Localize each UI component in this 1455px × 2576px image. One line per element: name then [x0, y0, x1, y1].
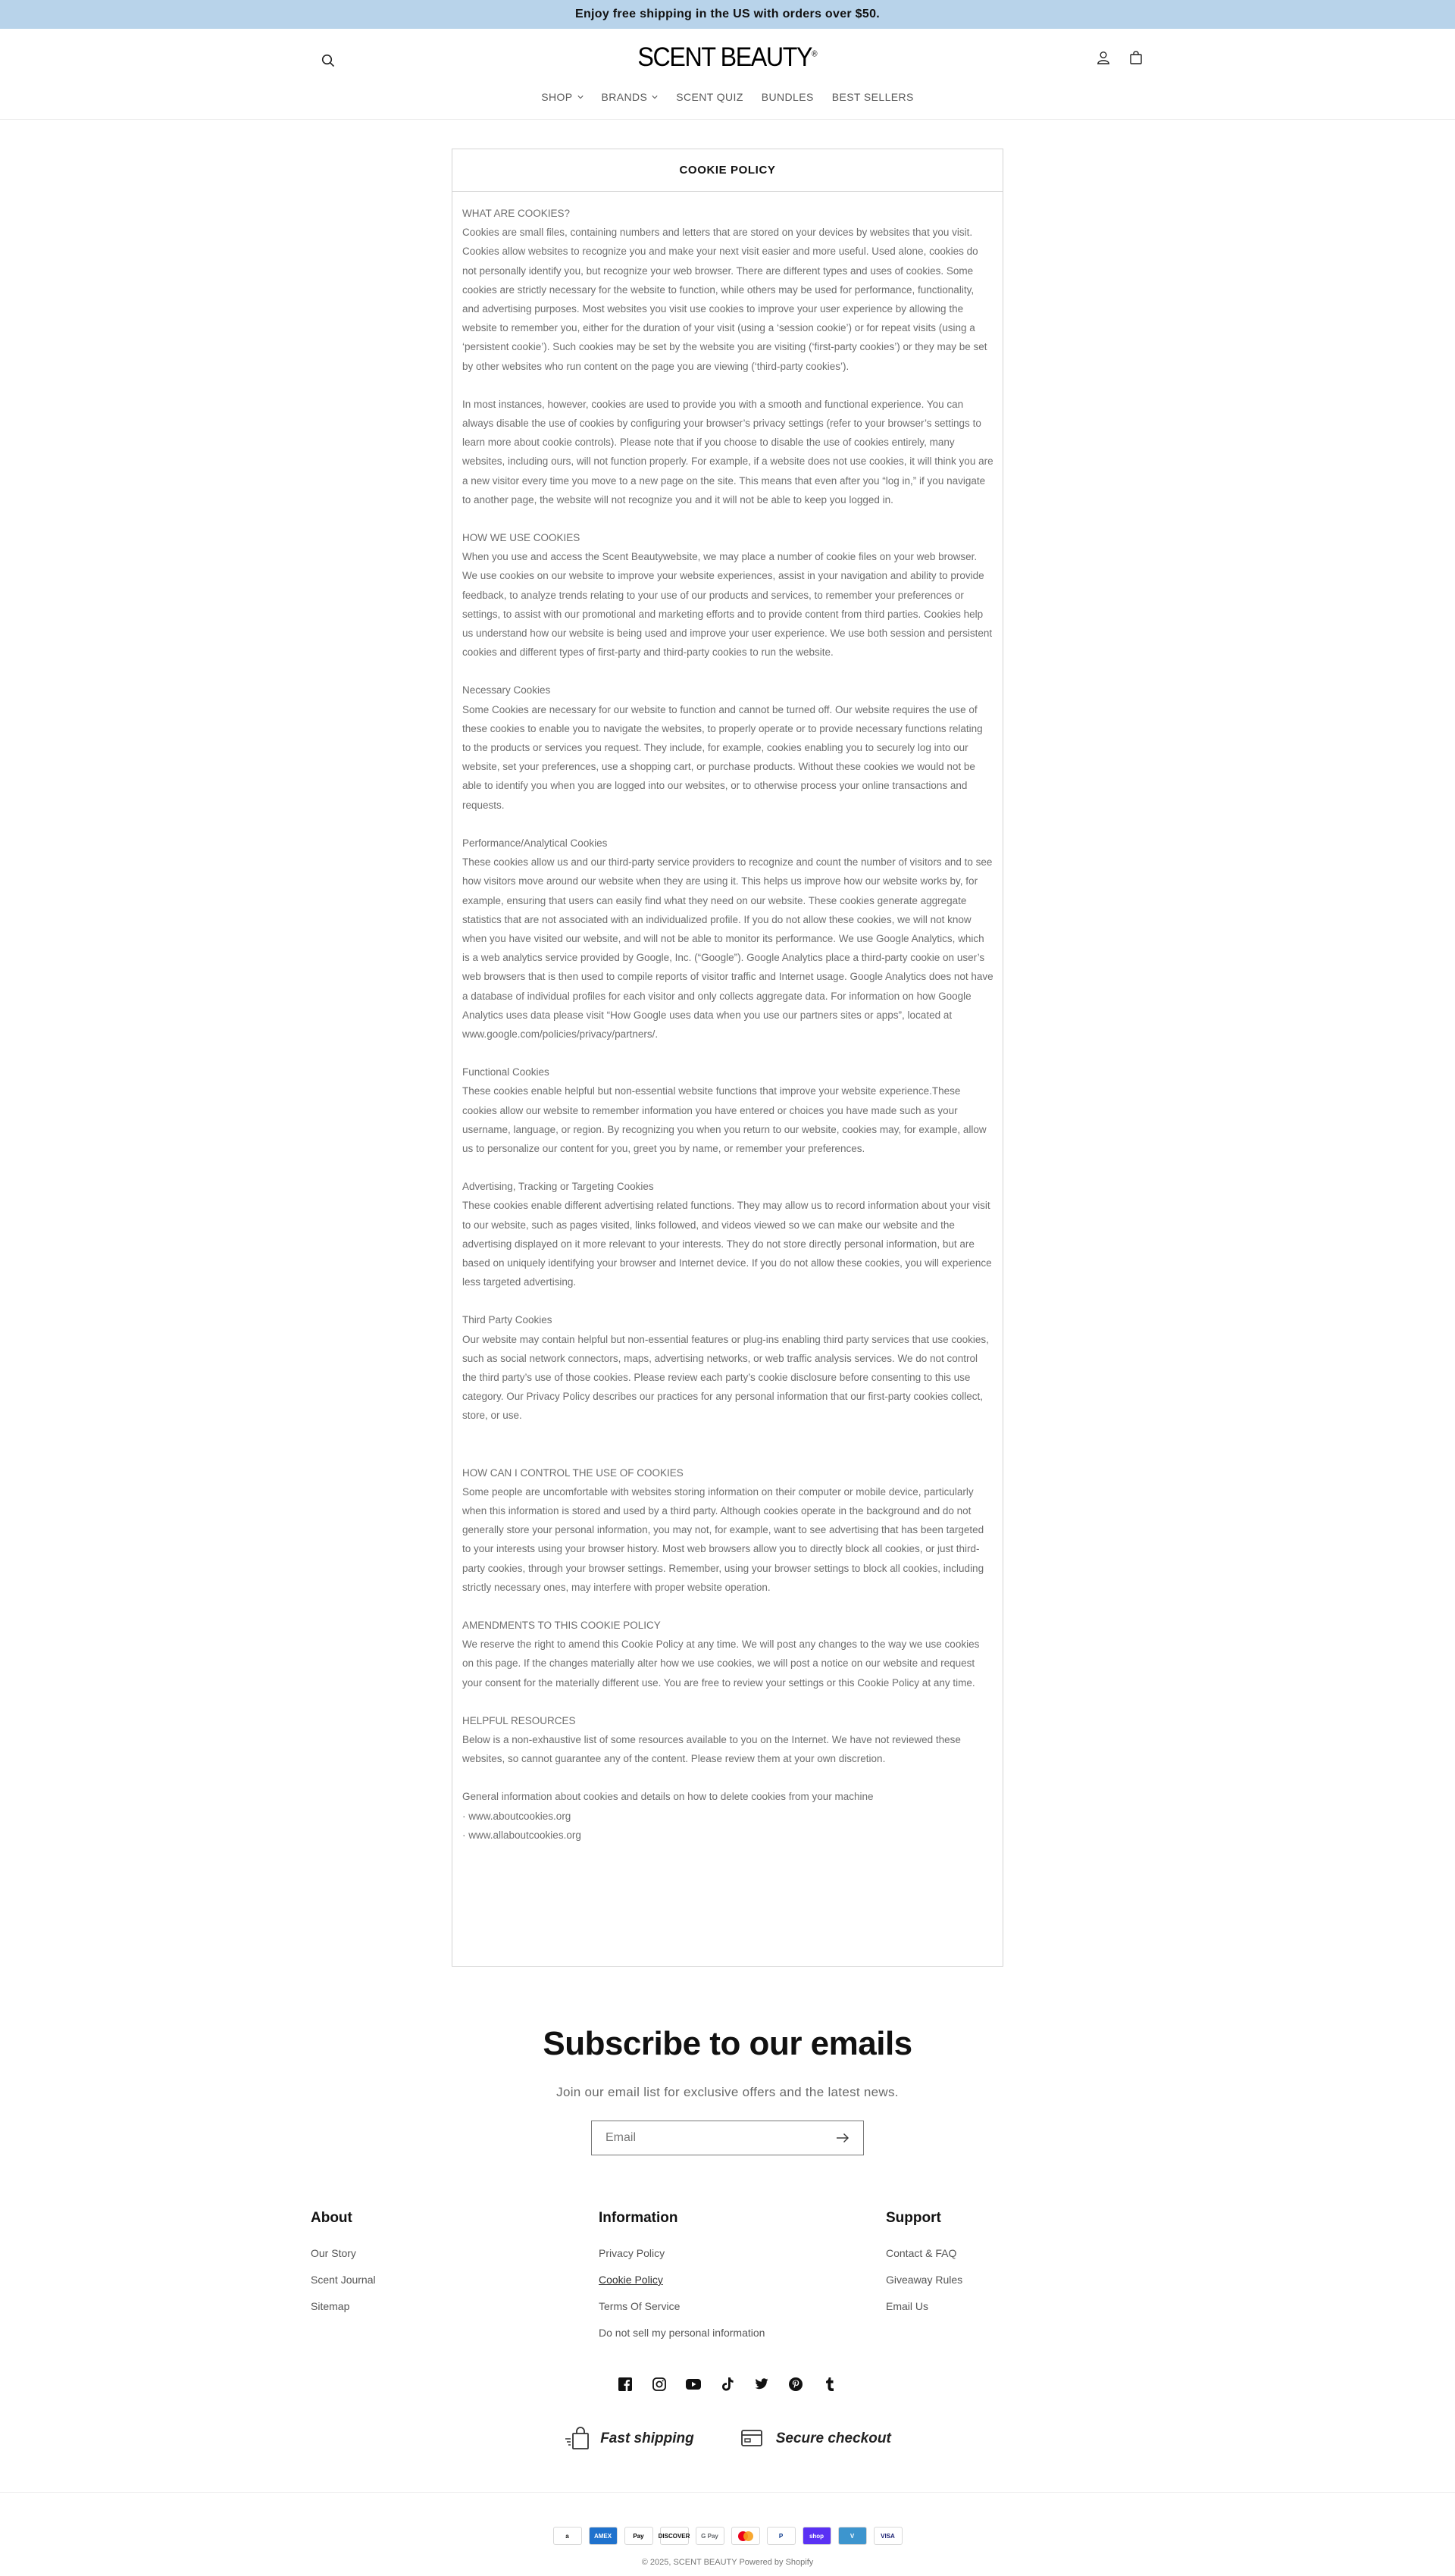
payment-label: VISA: [881, 2532, 895, 2540]
payment-label: Pay: [633, 2532, 644, 2540]
footer-heading: Support: [886, 2210, 941, 2226]
tumblr-icon[interactable]: [821, 2375, 839, 2393]
email-input[interactable]: Email: [605, 2131, 637, 2144]
footer-link-cookie-policy[interactable]: Cookie Policy: [599, 2274, 663, 2286]
instagram-icon[interactable]: [650, 2375, 668, 2393]
policy-paragraph: Below is a non-exhaustive list of some resources available to you on the Internet. We have not reviewed these websites, so cannot guarantee any of the content. Please review them at your own discretion.: [462, 1734, 961, 1765]
cart-button[interactable]: [1125, 47, 1147, 68]
policy-paragraph: When you use and access the Scent Beautywebsite, we may place a number of cookie files on your web browser. We use cookies on our website to improve your website experiences, assist in your navigation and ability to provide feedback, to analyze trends relating to your use of our products and services, to remember your preferences or settings, to assist with our promotional and marketing efforts and to provide content from third parties. Cookies help us understand how our website is being used and improve your user experience. We use both session and persistent cookies and different types of first-party and third-party cookies to run the website.: [462, 551, 993, 659]
payment-label: DISCOVER: [658, 2532, 690, 2540]
section-heading: Necessary Cookies: [462, 684, 551, 696]
social-links: [0, 2375, 1455, 2393]
announcement-text: Enjoy free shipping in the US with orders over $50.: [574, 8, 881, 20]
payment-apple-pay-icon: [624, 2527, 653, 2545]
nav-item-label: SHOP: [541, 91, 573, 103]
main-nav: [0, 91, 1455, 103]
policy-paragraph: General information about cookies and details on how to delete cookies from your machine: [462, 1791, 874, 1803]
footer-col-support: [886, 2210, 962, 2324]
payment-shop-pay-icon: [803, 2527, 831, 2545]
cart-icon: [1129, 51, 1143, 64]
badge-secure-checkout: [740, 2427, 891, 2451]
youtube-icon[interactable]: [684, 2375, 702, 2393]
payment-google-pay-icon: [696, 2527, 724, 2545]
logo-mark: ®: [812, 49, 818, 59]
payment-label: shop: [809, 2532, 824, 2540]
nav-item-bundles[interactable]: [753, 91, 823, 103]
payment-mastercard-icon: [731, 2527, 760, 2545]
site-header: [0, 29, 1455, 120]
section-heading: HELPFUL RESOURCES: [462, 1714, 576, 1726]
section-heading: Advertising, Tracking or Targeting Cookies: [462, 1181, 654, 1193]
footer-link-contact-faq[interactable]: Contact & FAQ: [886, 2247, 957, 2259]
nav-item-label: BEST SELLERS: [831, 91, 914, 103]
nav-item-brands[interactable]: [593, 91, 668, 103]
trust-badges: [0, 2427, 1455, 2451]
payment-discover-icon: [660, 2527, 689, 2545]
payment-amex-icon: [589, 2527, 618, 2545]
payment-label: AMEX: [593, 2532, 612, 2540]
section-heading: WHAT ARE COOKIES?: [462, 208, 571, 219]
badge-label: Secure checkout: [775, 2430, 891, 2446]
footer-link-our-story[interactable]: Our Story: [311, 2247, 356, 2259]
footer-link-sitemap[interactable]: Sitemap: [311, 2300, 350, 2312]
payment-label: a: [565, 2532, 569, 2540]
nav-item-label: BRANDS: [601, 91, 648, 103]
twitter-icon[interactable]: [753, 2375, 771, 2393]
policy-paragraph: Some Cookies are necessary for our website to function and cannot be turned off. Our website requires the use of these cookies to enable you to navigate the websites, to properly operate or to provide necessary functions relating to the products or services you request. They include, for example, cookies enabling you to securely log into our website, set your preferences, use a shopping cart, or purchase products. Without these cookies we would not be able to identify you when you are logged into our websites, or to otherwise process your online transactions and requests.: [462, 703, 983, 811]
policy-paragraph: Our website may contain helpful but non-essential features or plug-ins enabling third party services that use cookies, such as social network connectors, maps, advertising networks, or web traffic analysis services. We do not control the third party’s use of those cookies. Please review each party’s cookie disclosure before consenting to this use category. Our Privacy Policy describes our practices for any personal information that our first-party cookies collect, store, or use.: [462, 1333, 989, 1422]
payment-venmo-icon: [838, 2527, 867, 2545]
footer-link-terms-of-service[interactable]: Terms Of Service: [599, 2300, 681, 2312]
policy-paragraph: In most instances, however, cookies are used to provide you with a smooth and functional experience. You can always disable the use of cookies by configuring your browser’s privacy settings (refer to your browser’s settings to learn more about cookie controls). Please note that if you choose to disable the use of cookies entirely, many websites, including ours, will not function properly. For example, if a website does not use cookies, it will think you are a new visitor every time you move to a new page on the site. This means that even after you “log in,” if you navigate to another page, the website will not recognize you and it will not be able to keep you logged in.: [462, 398, 993, 505]
cookie-policy-box: [452, 149, 1003, 1967]
section-heading: HOW CAN I CONTROL THE USE OF COOKIES: [462, 1466, 684, 1479]
payment-label: V: [850, 2532, 855, 2540]
tiktok-icon[interactable]: [718, 2375, 737, 2393]
shopping-bag-icon: [564, 2427, 591, 2451]
site-logo[interactable]: [58, 42, 1397, 73]
footer-col-information: [599, 2210, 765, 2351]
nav-item-shop[interactable]: [532, 91, 592, 103]
section-heading: HOW WE USE COOKIES: [462, 532, 580, 544]
logo-text: SCENT BEAUTY: [637, 42, 812, 72]
facebook-icon[interactable]: [616, 2375, 634, 2393]
newsletter-subtitle: Join our email list for exclusive offers and the latest news.: [556, 2085, 899, 2099]
policy-paragraph: These cookies enable different advertising related functions. They may allow us to record information about your visit to our website, such as pages visited, links followed, and videos viewed so we can make our website and the advertising displayed on it more relevant to your interests. They do not store directly personal information, but are based on uniquely identifying your browser and Internet device. If you do not allow these cookies, you will experience less targeted advertising.: [462, 1200, 992, 1288]
account-icon: [1097, 51, 1110, 64]
account-button[interactable]: [1093, 47, 1114, 68]
nav-item-label: SCENT QUIZ: [676, 91, 743, 103]
payment-label: G Pay: [701, 2532, 718, 2540]
section-heading: AMENDMENTS TO THIS COOKIE POLICY: [462, 1620, 661, 1631]
badge-fast-shipping: [564, 2427, 694, 2451]
nav-item-scent-quiz[interactable]: [667, 91, 753, 103]
policy-paragraph: Cookies are small files, containing numbers and letters that are stored on your devices by websites that you visit. Cookies allow websites to recognize you and make your next visit easier and more useful. Used alone, cookies do not personally identify you, but recognize your web browser. There are different types and uses of cookies. Some cookies are strictly necessary for the website to function, while others may be used for performance, functionality, and advertising purposes. Most websites you visit use cookies to improve your user experience by allowing the website to remember you, either for the duration of your visit (using a ‘session cookie’) or for repeat visits (using a ‘persistent cookie’). Such cookies may be set by the website you are visiting (‘first-party cookies’) or they may be set by other websites who run content on the page you are viewing (‘third-party cookies’).: [462, 227, 987, 372]
announcement-bar: [0, 0, 1455, 29]
footer-heading: Information: [599, 2210, 678, 2226]
badge-label: Fast shipping: [600, 2430, 694, 2446]
chevron-down-icon: [577, 94, 584, 100]
newsletter-title: Subscribe to our emails: [543, 2025, 912, 2062]
page-title: COOKIE POLICY: [452, 149, 1003, 192]
payment-amazon-icon: [553, 2527, 582, 2545]
nav-item-label: BUNDLES: [761, 91, 814, 103]
footer-heading: About: [311, 2210, 352, 2226]
payment-visa-icon: [874, 2527, 903, 2545]
nav-item-best-sellers[interactable]: [823, 91, 923, 103]
section-heading: Functional Cookies: [462, 1066, 549, 1078]
footer-link-do-not-sell[interactable]: Do not sell my personal information: [599, 2327, 765, 2339]
policy-paragraph: These cookies allow us and our third-party service providers to recognize and count the number of visitors and to see how visitors move around our website when they are using it. This helps us improve how our website works by, for example, ensuring that users can easily find what they need on our website. These cookies generate aggregate statistics that are not associated with an individualized profile. If you do not allow these cookies, we will not know when you have visited our website, and will not be able to monitor its performance. We use Google Analytics, which is a web analytics service provided by Google, Inc. (“Google”). Google Analytics place a third-party cookie on user’s web browsers that is then used to compile reports of visitor traffic and Internet usage. Google Analytics does not have a database of individual profiles for each visitor and only collects aggregate data. For information on how Google Analytics uses data please visit “How Google uses data when you use our partners sites or apps”, located at www.google.com/policies/privacy/partners/.: [462, 856, 993, 1040]
chevron-down-icon: [652, 94, 658, 100]
footer-col-about: [311, 2210, 376, 2324]
credit-card-icon: [740, 2427, 767, 2451]
section-heading: Performance/Analytical Cookies: [462, 837, 608, 849]
payment-methods: [0, 2527, 1455, 2545]
payment-label: P: [778, 2532, 784, 2540]
policy-body: [452, 192, 1003, 1845]
footer-link-privacy-policy[interactable]: Privacy Policy: [599, 2247, 665, 2259]
copyright: © 2025, SCENT BEAUTY Powered by Shopify: [641, 2558, 814, 2567]
policy-paragraph: Some people are uncomfortable with websites storing information on their computer or mobile device, particularly when this information is stored and used by a third party. Although cookies operate in the background and do not generally store your personal information, you may not, for example, want to see advertising that has been targeted to your interests using your browser history. Most web browsers allow you to directly block all cookies, or just third-party cookies, through your browser settings. Remember, using your browser settings to block all cookies, including strictly necessary ones, may interfere with proper website operation.: [462, 1485, 984, 1593]
policy-paragraph: These cookies enable helpful but non-essential website functions that improve your website experience.These cookies allow our website to remember information you have entered or choices you have made such as your username, language, or region. By recognizing you when you return to our website, cookies may, for example, allow us to personalize our content for you, greet you by name, or remember your preferences.: [462, 1085, 987, 1154]
newsletter-email-field[interactable]: [591, 2121, 864, 2155]
policy-paragraph: We reserve the right to amend this Cookie Policy at any time. We will post any changes to the way we use cookies on this page. If the changes materially alter how we use cookies, we will post a notice on our website and request your consent for the materially different use. You are free to review your settings or this Cookie Policy at any time.: [462, 1639, 980, 1689]
pinterest-icon[interactable]: [787, 2375, 805, 2393]
footer-divider: [0, 2492, 1455, 2493]
footer-link-scent-journal[interactable]: Scent Journal: [311, 2274, 376, 2286]
arrow-right-icon[interactable]: [836, 2133, 850, 2143]
footer-link-giveaway-rules[interactable]: Giveaway Rules: [886, 2274, 963, 2286]
resource-link[interactable]: · www.allaboutcookies.org: [462, 1829, 581, 1841]
resource-link[interactable]: · www.aboutcookies.org: [462, 1810, 571, 1822]
section-heading: Third Party Cookies: [462, 1314, 552, 1326]
footer-link-email-us[interactable]: Email Us: [886, 2300, 929, 2312]
payment-paypal-icon: [767, 2527, 796, 2545]
